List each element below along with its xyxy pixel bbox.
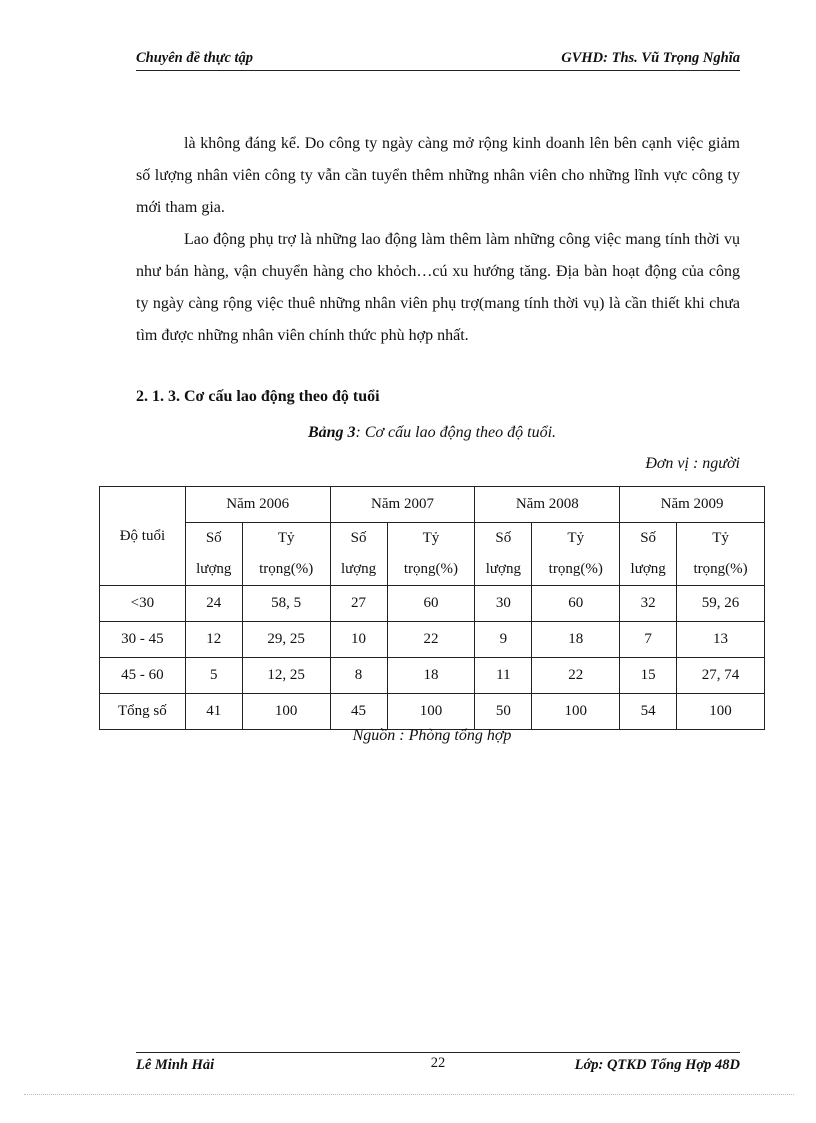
table-cell: 12, 25 [242, 658, 330, 694]
year-header: Năm 2006 [185, 487, 330, 523]
table-header-row [100, 487, 765, 523]
paragraph-2: Lao động phụ trợ là những lao động làm thêm làm những công việc mang tính thời vụ như bán hàng, vận chuyển hàng cho khỏch…cú xu hướng tăng. Địa bàn hoạt động của công ty ngày càng rộng việc thuê những nhân viên phụ trợ(mang tính thời vụ) là cần thiết khi chưa tìm được những nhân viên chính thức phù hợp nhất. [136, 231, 740, 344]
year-header: Năm 2008 [475, 487, 620, 523]
table-row [100, 622, 765, 658]
body-text [136, 128, 740, 352]
table-caption-label: Bảng 3 [307, 424, 356, 441]
table-cell: 100 [387, 694, 475, 730]
section-title: 2. 1. 3. Cơ cấu lao động theo độ tuổi [136, 388, 380, 405]
table-cell: 32 [620, 586, 677, 622]
row-label: 30 - 45 [100, 622, 186, 658]
table-cell: 60 [532, 586, 620, 622]
age-structure-table [99, 486, 765, 730]
row-label: <30 [100, 586, 186, 622]
table-cell: 59, 26 [677, 586, 765, 622]
share-header: Tỷ trọng(%) [242, 523, 330, 586]
table-cell: 11 [475, 658, 532, 694]
count-header: Số lượng [330, 523, 387, 586]
table-cell: 22 [387, 622, 475, 658]
table-cell: 60 [387, 586, 475, 622]
table-cell: 7 [620, 622, 677, 658]
table-cell: 18 [387, 658, 475, 694]
header-course: Chuyên đề thực tập [136, 50, 254, 66]
table-cell: 30 [475, 586, 532, 622]
page-header [136, 50, 740, 71]
header-advisor: GVHD: Ths. Vũ Trọng Nghĩa [561, 50, 740, 66]
table-caption-text: : Cơ cấu lao động theo độ tuổi. [355, 424, 557, 441]
table-subheader-row [100, 523, 765, 586]
table-cell: 13 [677, 622, 765, 658]
share-header: Tỷ trọng(%) [532, 523, 620, 586]
count-header: Số lượng [185, 523, 242, 586]
table-cell: 29, 25 [242, 622, 330, 658]
table-cell: 100 [242, 694, 330, 730]
share-header: Tỷ trọng(%) [387, 523, 475, 586]
count-header: Số lượng [475, 523, 532, 586]
paragraph-1: là không đáng kể. Do công ty ngày càng mở rộng kinh doanh lên bên cạnh việc giảm số lượng nhân viên công ty vẫn cần tuyển thêm những nhân viên cho những lĩnh vực công ty mới tham gia. [136, 135, 740, 216]
table-cell: 54 [620, 694, 677, 730]
year-header: Năm 2009 [620, 487, 765, 523]
table-cell: 100 [677, 694, 765, 730]
row-header-cell: Độ tuổi [100, 487, 186, 586]
table-cell: 27 [330, 586, 387, 622]
share-header: Tỷ trọng(%) [677, 523, 765, 586]
page-number: 22 [430, 1055, 446, 1071]
table-cell: 5 [185, 658, 242, 694]
page-edge-divider [24, 1094, 794, 1095]
row-label: 45 - 60 [100, 658, 186, 694]
table-cell: 12 [185, 622, 242, 658]
page-footer [136, 1052, 740, 1077]
table-cell: 41 [185, 694, 242, 730]
table-cell: 22 [532, 658, 620, 694]
table-row [100, 658, 765, 694]
table-cell: 24 [185, 586, 242, 622]
table-source: Nguồn : Phòng tổng hợp [352, 727, 512, 744]
unit-note: Đơn vị : người [645, 455, 740, 472]
table-cell: 10 [330, 622, 387, 658]
table-cell: 18 [532, 622, 620, 658]
table-caption [100, 424, 764, 442]
table-cell: 15 [620, 658, 677, 694]
table-cell: 58, 5 [242, 586, 330, 622]
footer-class: Lớp: QTKD Tổng Hợp 48D [574, 1057, 740, 1073]
count-header: Số lượng [620, 523, 677, 586]
table-cell: 9 [475, 622, 532, 658]
table-cell: 100 [532, 694, 620, 730]
table-cell: 8 [330, 658, 387, 694]
table-row-total [100, 694, 765, 730]
row-label: Tổng số [100, 694, 186, 730]
year-header: Năm 2007 [330, 487, 475, 523]
table-row [100, 586, 765, 622]
table-cell: 45 [330, 694, 387, 730]
table-cell: 27, 74 [677, 658, 765, 694]
table-cell: 50 [475, 694, 532, 730]
footer-author: Lê Minh Hải [136, 1057, 215, 1073]
